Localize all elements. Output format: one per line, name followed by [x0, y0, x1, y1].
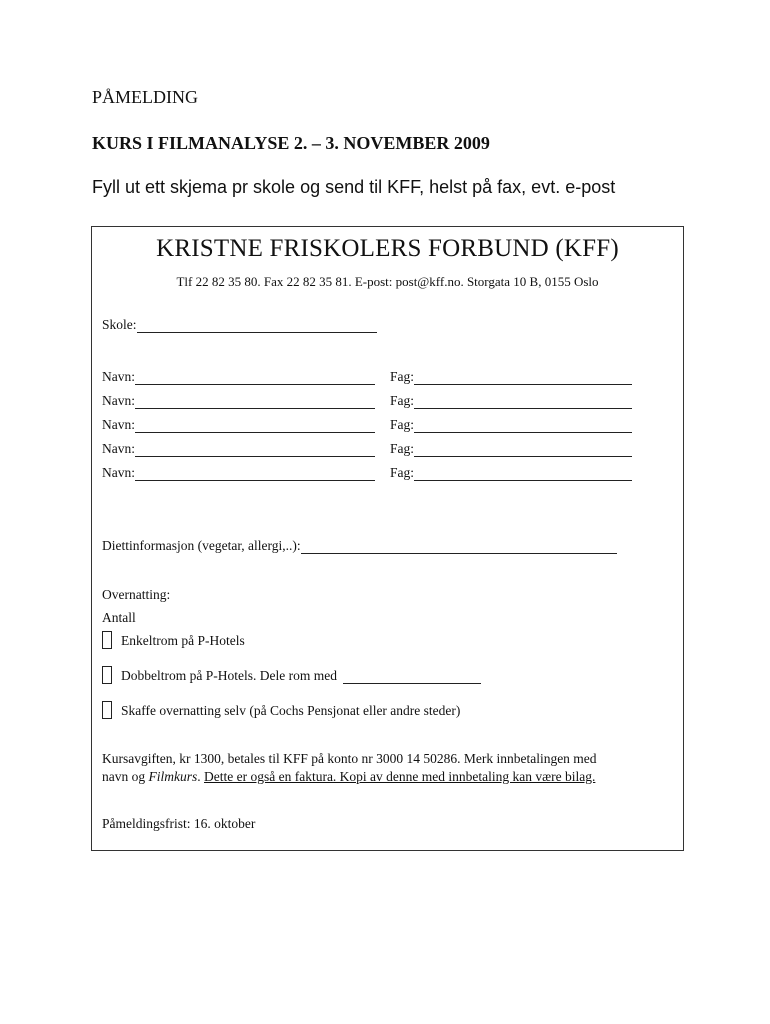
subject-label: Fag: — [390, 369, 415, 384]
school-field — [102, 317, 377, 333]
option-single-room — [102, 631, 245, 649]
school-label: Skole: — [102, 317, 137, 332]
name-label: Navn: — [102, 393, 135, 408]
invoice-note: Dette er også en faktura. Kopi av denne med innbetaling kan være bilag. — [204, 769, 596, 784]
diet-label: Diettinformasjon (vegetar, allergi,..): — [102, 538, 301, 553]
diet-field — [102, 538, 617, 554]
course-title: KURS I FILMANALYSE 2. – 3. NOVEMBER 2009 — [92, 133, 490, 153]
organization-name: KRISTNE FRISKOLERS FORBUND (KFF) — [156, 235, 619, 262]
double-room-checkbox[interactable] — [102, 666, 112, 684]
diet-input-line[interactable] — [301, 540, 617, 554]
participant-row — [102, 393, 632, 409]
subject-input-line[interactable] — [414, 395, 632, 409]
subject-input-line[interactable] — [414, 419, 632, 433]
subject-label: Fag: — [390, 465, 415, 480]
fee-text — [102, 750, 597, 786]
count-label: Antall — [102, 610, 136, 625]
subject-label: Fag: — [390, 393, 415, 408]
name-input-line[interactable] — [135, 395, 375, 409]
double-room-label: Dobbeltrom på P-Hotels. Dele rom med — [121, 668, 337, 683]
name-label: Navn: — [102, 465, 135, 480]
subject-label: Fag: — [390, 441, 415, 456]
option-self-arranged — [102, 701, 460, 719]
name-input-line[interactable] — [135, 443, 375, 457]
page-heading: PÅMELDING — [92, 87, 198, 107]
contact-info: Tlf 22 82 35 80. Fax 22 82 35 81. E-post: post@kff.no. Storgata 10 B, 0155 Oslo — [176, 274, 599, 289]
single-room-checkbox[interactable] — [102, 631, 112, 649]
name-label: Navn: — [102, 417, 135, 432]
subject-input-line[interactable] — [414, 371, 632, 385]
fee-line-1: Kursavgiften, kr 1300, betales til KFF på konto nr 3000 14 50286. Merk innbetalingen med — [102, 751, 597, 766]
name-input-line[interactable] — [135, 467, 375, 481]
option-double-room — [102, 666, 481, 684]
course-name-italic: Filmkurs — [148, 769, 198, 784]
roommate-input-line[interactable] — [343, 670, 481, 684]
participant-row — [102, 465, 632, 481]
fee-line-2: navn og Filmkurs. Dette er også en faktura. Kopi av denne med innbetaling kan være bilag. — [102, 769, 596, 784]
participant-row — [102, 369, 632, 385]
subject-input-line[interactable] — [414, 443, 632, 457]
single-room-label: Enkeltrom på P-Hotels — [121, 633, 245, 648]
instruction-text: Fyll ut ett skjema pr skole og send til KFF, helst på fax, evt. e-post — [92, 177, 616, 197]
participant-row — [102, 417, 632, 433]
school-input-line[interactable] — [137, 319, 377, 333]
lodging-label: Overnatting: — [102, 587, 171, 602]
name-label: Navn: — [102, 441, 135, 456]
name-input-line[interactable] — [135, 419, 375, 433]
deadline-text: Påmeldingsfrist: 16. oktober — [102, 816, 256, 831]
self-arranged-checkbox[interactable] — [102, 701, 112, 719]
self-arranged-label: Skaffe overnatting selv (på Cochs Pensjonat eller andre steder) — [121, 703, 461, 718]
registration-form — [91, 226, 684, 851]
subject-label: Fag: — [390, 417, 415, 432]
name-input-line[interactable] — [135, 371, 375, 385]
participant-row — [102, 441, 632, 457]
name-label: Navn: — [102, 369, 135, 384]
subject-input-line[interactable] — [414, 467, 632, 481]
